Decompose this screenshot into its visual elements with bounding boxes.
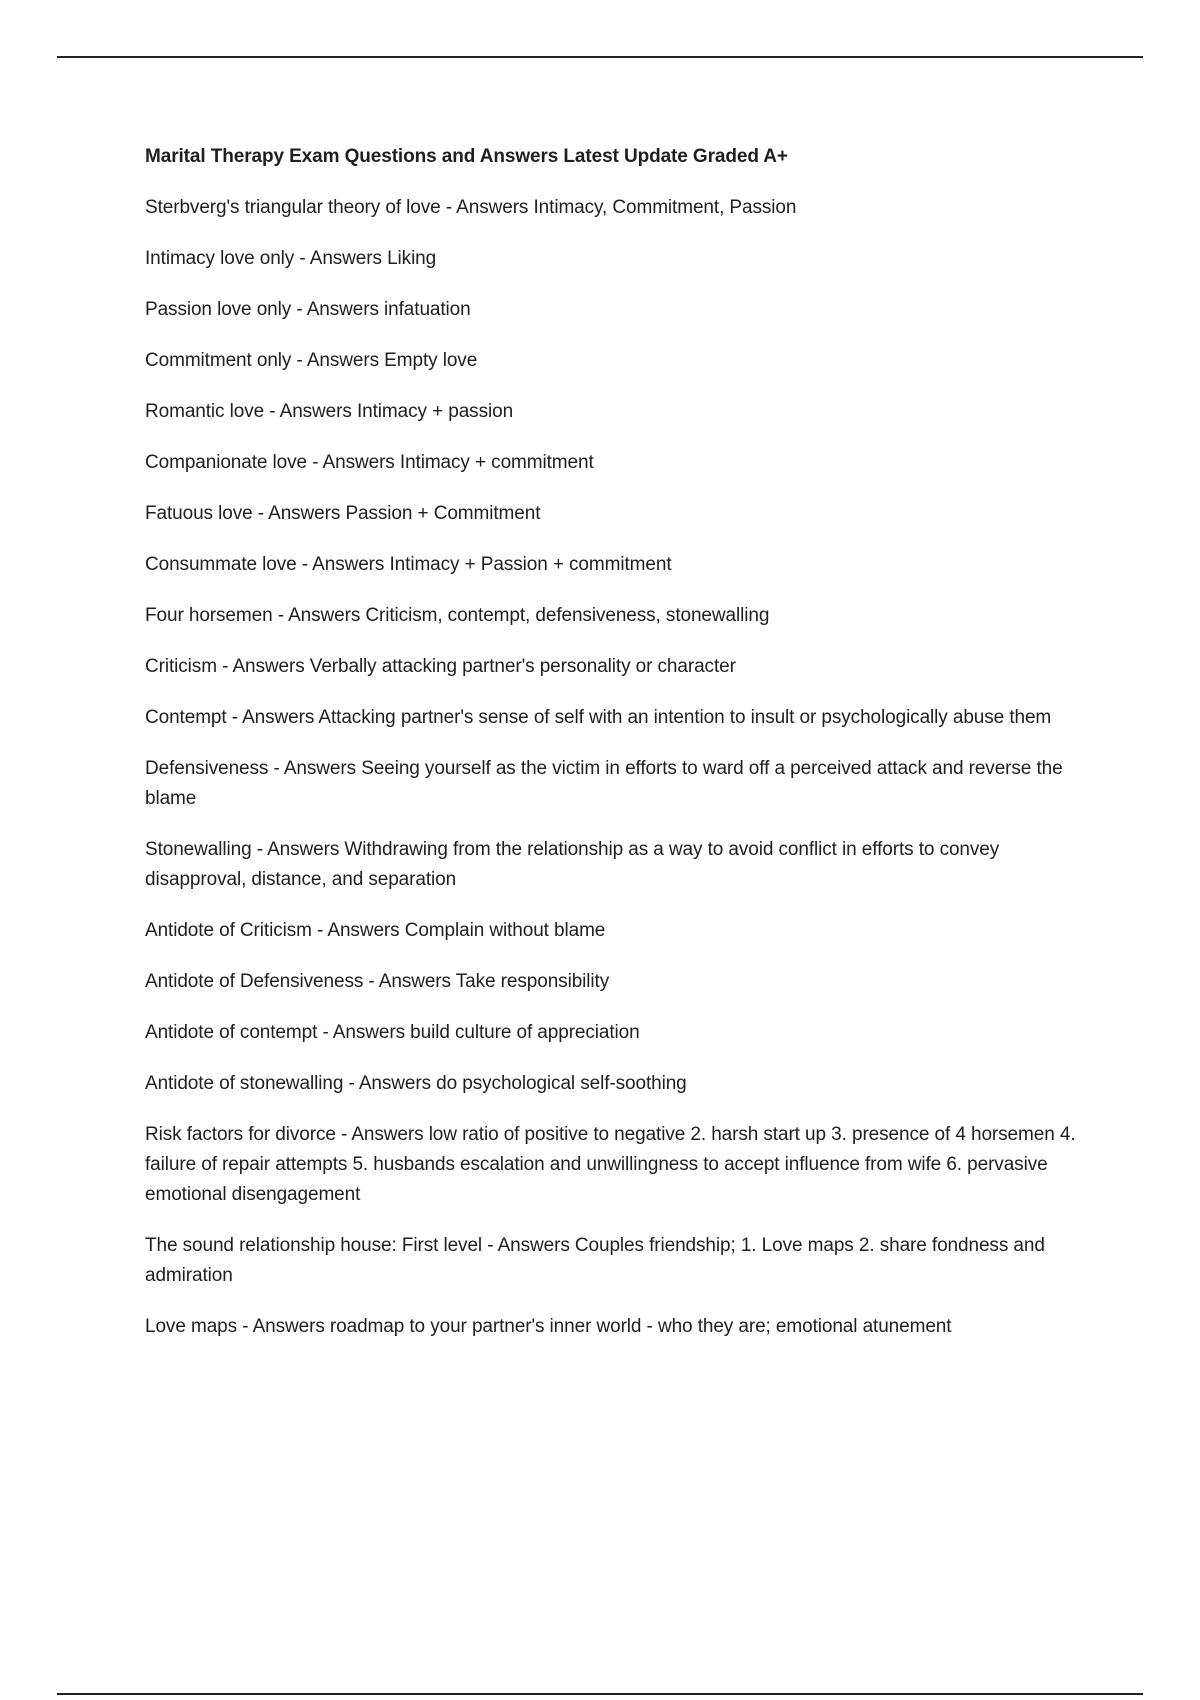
document-title: Marital Therapy Exam Questions and Answers Latest Update Graded A+ xyxy=(145,146,788,167)
qa-item: Antidote of stonewalling - Answers do psychological self-soothing xyxy=(145,1073,687,1094)
document-body xyxy=(145,142,1090,1363)
qa-item: Sterbverg's triangular theory of love - Answers Intimacy, Commitment, Passion xyxy=(145,197,797,218)
qa-item: Commitment only - Answers Empty love xyxy=(145,350,478,371)
qa-item: Stonewalling - Answers Withdrawing from the relationship as a way to avoid conflict in efforts to convey disapproval, distance, and separation xyxy=(145,839,1000,890)
qa-item: Four horsemen - Answers Criticism, contempt, defensiveness, stonewalling xyxy=(145,605,770,626)
qa-item: Antidote of contempt - Answers build culture of appreciation xyxy=(145,1022,640,1043)
qa-item: Romantic love - Answers Intimacy + passion xyxy=(145,401,514,422)
qa-item: Risk factors for divorce - Answers low ratio of positive to negative 2. harsh start up 3. presence of 4 horsemen 4. failure of repair attempts 5. husbands escalation and unwillingness to accept influence from wife 6. pervasive emotional disengagement xyxy=(145,1124,1076,1205)
qa-item: Antidote of Defensiveness - Answers Take responsibility xyxy=(145,971,610,992)
qa-item: Love maps - Answers roadmap to your partner's inner world - who they are; emotional atunement xyxy=(145,1316,952,1337)
qa-item: Passion love only - Answers infatuation xyxy=(145,299,471,320)
qa-item: The sound relationship house: First level - Answers Couples friendship; 1. Love maps 2. share fondness and admiration xyxy=(145,1235,1045,1286)
qa-item: Companionate love - Answers Intimacy + commitment xyxy=(145,452,594,473)
qa-item: Intimacy love only - Answers Liking xyxy=(145,248,437,269)
qa-item: Contempt - Answers Attacking partner's sense of self with an intention to insult or psychologically abuse them xyxy=(145,707,1052,728)
qa-item: Consummate love - Answers Intimacy + Passion + commitment xyxy=(145,554,672,575)
footer-rule xyxy=(57,1693,1143,1695)
qa-item: Criticism - Answers Verbally attacking partner's personality or character xyxy=(145,656,736,677)
header-rule xyxy=(57,56,1143,58)
qa-item: Antidote of Criticism - Answers Complain without blame xyxy=(145,920,606,941)
qa-item: Fatuous love - Answers Passion + Commitment xyxy=(145,503,541,524)
qa-item: Defensiveness - Answers Seeing yourself as the victim in efforts to ward off a perceived attack and reverse the blame xyxy=(145,758,1063,809)
